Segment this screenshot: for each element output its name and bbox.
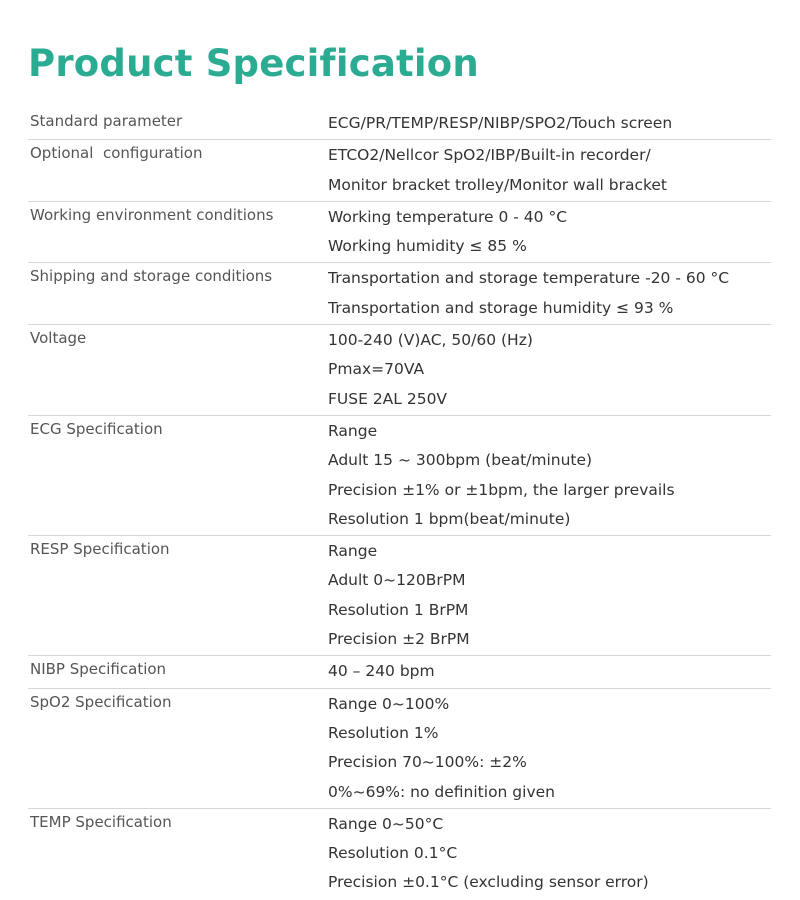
spec-row-standard-parameter	[28, 108, 771, 140]
spec-row-voltage	[28, 325, 771, 416]
spec-row-temp	[28, 809, 771, 899]
spec-values	[328, 689, 771, 807]
spec-value: Precision ±2 BrPM	[328, 630, 470, 649]
spec-label: Working environment conditions	[30, 205, 274, 224]
spec-value: Working humidity ≤ 85 %	[328, 237, 527, 256]
spec-values	[328, 202, 771, 262]
page-title: Product Specification	[28, 42, 479, 85]
spec-values	[328, 263, 771, 323]
spec-value: Resolution 1%	[328, 723, 439, 742]
spec-value: Precision ±1% or ±1bpm, the larger prevails	[328, 480, 675, 499]
spec-value: 100-240 (V)AC, 50/60 (Hz)	[328, 331, 533, 350]
spec-values	[328, 325, 771, 414]
spec-value: Working temperature 0 - 40 °C	[328, 207, 568, 226]
spec-label: Standard parameter	[30, 112, 183, 130]
spec-label: SpO2 Specification	[30, 692, 172, 711]
spec-value: Precision 70~100%: ±2%	[328, 753, 527, 772]
spec-label: RESP Specification	[30, 540, 170, 559]
spec-value: ETCO2/Nellcor SpO2/IBP/Built-in recorder/	[328, 146, 651, 165]
spec-row-spo2	[28, 689, 771, 809]
spec-value: Range 0~100%	[328, 694, 450, 713]
spec-table	[28, 108, 771, 899]
spec-row-ecg	[28, 416, 771, 536]
spec-value: Adult 0~120BrPM	[328, 571, 466, 590]
spec-value: Resolution 0.1°C	[328, 844, 458, 863]
spec-row-resp	[28, 536, 771, 656]
spec-label: Shipping and storage conditions	[30, 267, 273, 286]
spec-value: Range 0~50°C	[328, 814, 444, 833]
spec-value: Transportation and storage temperature -20 - 60 °C	[328, 269, 730, 288]
spec-row-shipping-storage	[28, 263, 771, 325]
spec-value: Range	[328, 421, 378, 440]
spec-value: Transportation and storage humidity ≤ 93 %	[328, 298, 674, 317]
spec-value: Resolution 1 BrPM	[328, 600, 469, 619]
spec-value: Resolution 1 bpm(beat/minute)	[328, 509, 571, 528]
spec-values	[328, 140, 771, 200]
spec-row-working-environment	[28, 202, 771, 264]
spec-values	[328, 536, 771, 654]
spec-row-nibp	[28, 656, 771, 688]
spec-values	[328, 809, 771, 898]
spec-value: 40 – 240 bpm	[328, 662, 435, 681]
spec-label: Optional configuration	[30, 144, 203, 163]
spec-value: Pmax=70VA	[328, 360, 425, 379]
spec-value: Range	[328, 542, 378, 561]
spec-row-optional-configuration	[28, 140, 771, 202]
spec-value: Monitor bracket trolley/Monitor wall bracket	[328, 175, 668, 194]
spec-values	[328, 416, 771, 534]
spec-label: NIBP Specification	[30, 660, 167, 679]
spec-label: Voltage	[30, 329, 87, 348]
spec-value: ECG/PR/TEMP/RESP/NIBP/SPO2/Touch screen	[328, 114, 673, 132]
spec-value: 0%~69%: no definition given	[328, 782, 555, 801]
spec-label: ECG Specification	[30, 419, 163, 438]
spec-value: Precision ±0.1°C (excluding sensor error)	[328, 873, 649, 892]
spec-value: Adult 15 ~ 300bpm (beat/minute)	[328, 451, 593, 470]
spec-values	[328, 656, 771, 686]
spec-value: FUSE 2AL 250V	[328, 389, 448, 408]
spec-values	[328, 108, 771, 138]
spec-label: TEMP Specification	[30, 812, 172, 831]
